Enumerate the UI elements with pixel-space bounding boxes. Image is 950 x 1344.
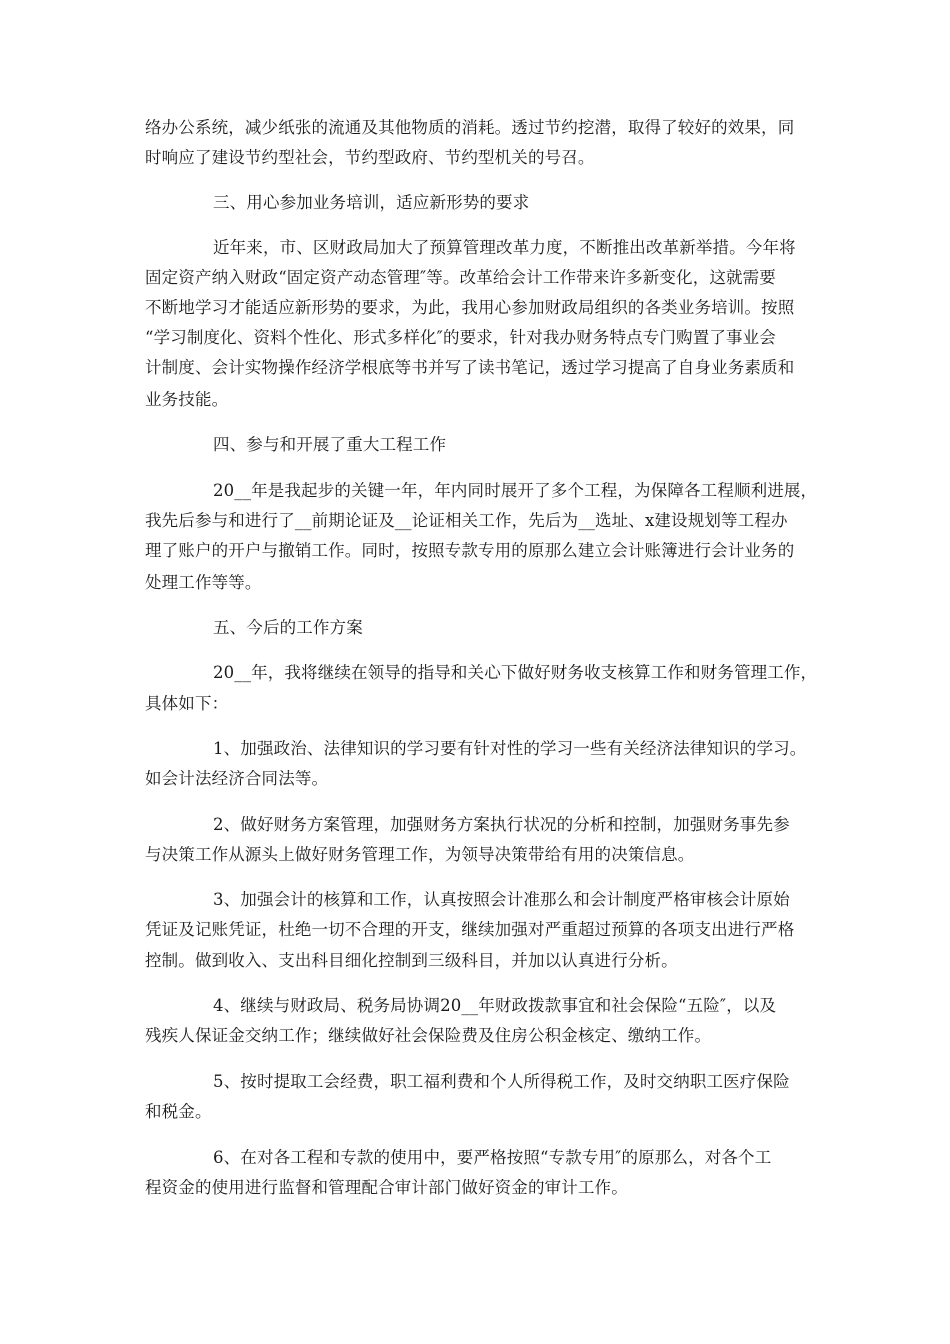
text-line: 络办公系统，减少纸张的流通及其他物质的消耗。透过节约挖潜，取得了较好的效果，同 bbox=[145, 118, 795, 137]
list-item-line: 和税金。 bbox=[145, 1102, 212, 1121]
text-line: 不断地学习才能适应新形势的要求，为此，我用心参加财政局组织的各类业务培训。按照 bbox=[145, 298, 795, 317]
text-line: 理了账户的开户与撤销工作。同时，按照专款专用的原那么建立会计账簿进行会计业务的 bbox=[145, 541, 795, 560]
list-item-line: 1、加强政治、法律知识的学习要有针对性的学习一些有关经济法律知识的学习。 bbox=[213, 739, 807, 758]
text-line: 时响应了建设节约型社会，节约型政府、节约型机关的号召。 bbox=[145, 148, 595, 167]
text-line: 20__年，我将继续在领导的指导和关心下做好财务收支核算工作和财务管理工作， bbox=[213, 663, 818, 682]
list-item-line: 3、加强会计的核算和工作，认真按照会计准那么和会计制度严格审核会计原始 bbox=[213, 890, 790, 909]
section-heading: 三、用心参加业务培训，适应新形势的要求 bbox=[213, 193, 530, 212]
text-line: 固定资产纳入财政“固定资产动态管理″等。改革给会计工作带来许多新变化，这就需要 bbox=[145, 268, 776, 287]
text-line: 我先后参与和进行了__前期论证及__论证相关工作，先后为__选址、x建设规划等工程办 bbox=[145, 511, 788, 530]
list-item-line: 控制。做到收入、支出科目细化控制到三级科目，并加以认真进行分析。 bbox=[145, 951, 678, 970]
list-item-line: 4、继续与财政局、税务局协调20__年财政拨款事宜和社会保险“五险″，以及 bbox=[213, 996, 777, 1015]
text-line: 计制度、会计实物操作经济学根底等书并写了读书笔记，透过学习提高了自身业务素质和 bbox=[145, 358, 795, 377]
list-item-line: 程资金的使用进行监督和管理配合审计部门做好资金的审计工作。 bbox=[145, 1178, 628, 1197]
list-item-line: 2、做好财务方案管理，加强财务方案执行状况的分析和控制，加强财务事先参 bbox=[213, 815, 790, 834]
list-item-line: 5、按时提取工会经费，职工福利费和个人所得税工作，及时交纳职工医疗保险 bbox=[213, 1072, 790, 1091]
list-item-line: 6、在对各工程和专款的使用中，要严格按照“专款专用″的原那么，对各个工 bbox=[213, 1148, 772, 1167]
text-line: 20__年是我起步的关键一年，年内同时展开了多个工程，为保障各工程顺利进展， bbox=[213, 481, 818, 500]
list-item-line: 如会计法经济合同法等。 bbox=[145, 769, 329, 788]
section-heading: 四、参与和开展了重大工程工作 bbox=[213, 435, 447, 454]
list-item-line: 残疾人保证金交纳工作；继续做好社会保险费及住房公积金核定、缴纳工作。 bbox=[145, 1026, 712, 1045]
text-line: “学习制度化、资料个性化、形式多样化″的要求，针对我办财务特点专门购置了事业会 bbox=[145, 328, 776, 347]
text-line: 近年来，市、区财政局加大了预算管理改革力度，不断推出改革新举措。今年将 bbox=[213, 238, 796, 257]
list-item-line: 凭证及记账凭证，杜绝一切不合理的开支，继续加强对严重超过预算的各项支出进行严格 bbox=[145, 920, 795, 939]
text-line: 处理工作等等。 bbox=[145, 573, 262, 592]
list-item-line: 与决策工作从源头上做好财务管理工作，为领导决策带给有用的决策信息。 bbox=[145, 845, 695, 864]
text-line: 业务技能。 bbox=[145, 390, 229, 409]
text-line: 具体如下： bbox=[145, 694, 229, 713]
section-heading: 五、今后的工作方案 bbox=[213, 618, 363, 637]
